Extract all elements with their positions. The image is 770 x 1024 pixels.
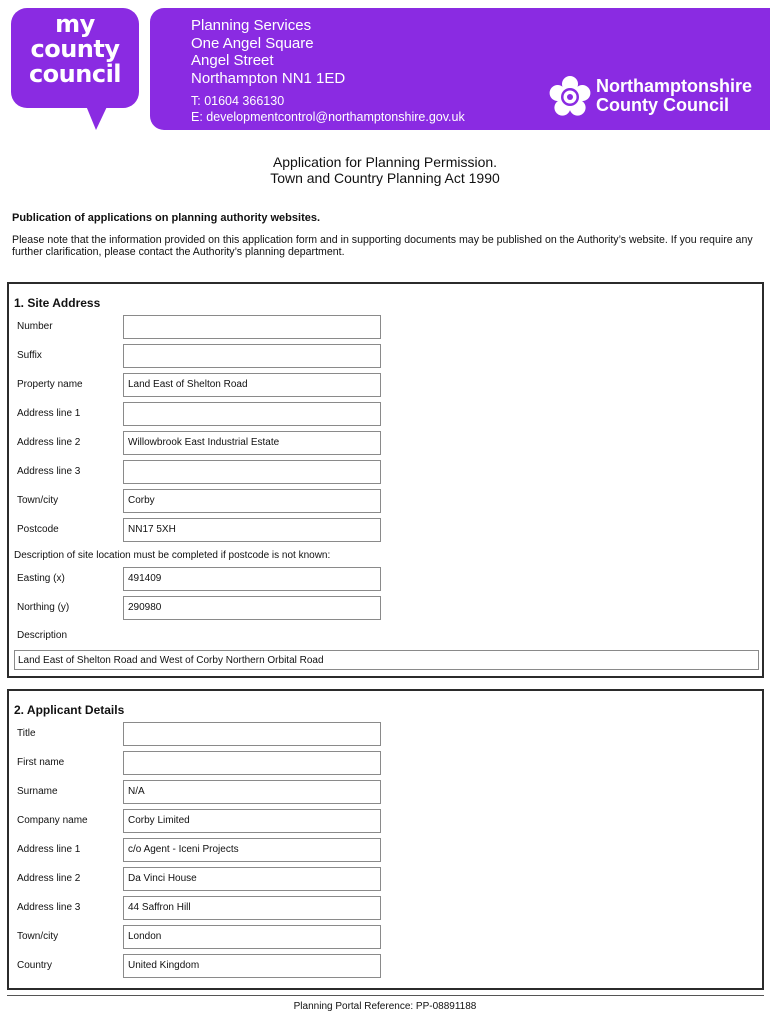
- form-row: [9, 954, 762, 978]
- publication-heading: Publication of applications on planning authority websites.: [12, 212, 321, 224]
- first-name-field[interactable]: [123, 751, 381, 775]
- form-row: [9, 518, 762, 542]
- applicant-details-section: [7, 689, 764, 990]
- suffix-field[interactable]: [123, 344, 381, 368]
- field-label: Surname: [17, 786, 58, 797]
- country-field[interactable]: United Kingdom: [123, 954, 381, 978]
- address-line: Angel Street: [191, 52, 274, 69]
- field-label: Easting (x): [17, 573, 65, 584]
- postal-address: [191, 17, 345, 87]
- number-field[interactable]: [123, 315, 381, 339]
- portal-reference: Planning Portal Reference: PP-08891188: [293, 1001, 477, 1012]
- address-line-1-field[interactable]: [123, 402, 381, 426]
- address-line: One Angel Square: [191, 34, 314, 52]
- description-field[interactable]: Land East of Shelton Road and West of Corby Northern Orbital Road: [14, 650, 759, 670]
- contact-details: [191, 94, 465, 125]
- form-row: [9, 402, 762, 426]
- form-row: [9, 460, 762, 484]
- logo-line: county: [30, 35, 120, 63]
- field-label: Northing (y): [17, 602, 70, 613]
- description-label: Description: [17, 630, 68, 641]
- surname-field[interactable]: N/A: [123, 780, 381, 804]
- address-line: Northampton NN1 1ED: [191, 69, 346, 87]
- address-line: Planning Services: [191, 17, 312, 34]
- form-row: [9, 489, 762, 513]
- form-row: [9, 867, 762, 891]
- easting-field[interactable]: 491409: [123, 567, 381, 591]
- section-title: 2. Applicant Details: [14, 703, 125, 717]
- field-label: Country: [17, 960, 53, 971]
- field-label: Town/city: [17, 495, 59, 506]
- section-title: 1. Site Address: [14, 296, 101, 310]
- title-field[interactable]: [123, 722, 381, 746]
- address-line-2-field[interactable]: Willowbrook East Industrial Estate: [123, 431, 381, 455]
- property-name-field[interactable]: Land East of Shelton Road: [123, 373, 381, 397]
- address-line-1-field[interactable]: c/o Agent - Iceni Projects: [123, 838, 381, 862]
- publication-note: Please note that the information provided on this application form and in supporting documents may be published on the Authority’s website. If you require any further clarification, please contact the Authority’s planning department.: [12, 234, 753, 258]
- form-row: [9, 722, 762, 746]
- form-row: [9, 373, 762, 397]
- logo-line: council: [28, 60, 122, 88]
- title-line-1: Application for Planning Permission.: [272, 154, 498, 170]
- town-city-field[interactable]: Corby: [123, 489, 381, 513]
- footer-divider: [7, 995, 764, 996]
- field-label: Address line 3: [17, 902, 81, 913]
- rose-emblem-icon: [548, 75, 592, 119]
- logo-line: my: [55, 10, 95, 38]
- telephone: T: 01604 366130: [191, 94, 285, 108]
- address-line-2-field[interactable]: Da Vinci House: [123, 867, 381, 891]
- field-label: Number: [17, 321, 53, 332]
- council-name-line: County Council: [596, 95, 729, 115]
- logo-speech-tail: [82, 96, 112, 130]
- field-label: Town/city: [17, 931, 59, 942]
- site-address-section: [7, 282, 764, 678]
- council-name: [596, 77, 752, 115]
- field-label: Title: [17, 728, 36, 739]
- field-label: Address line 2: [17, 873, 81, 884]
- field-label: Company name: [17, 815, 88, 826]
- location-note: Description of site location must be completed if postcode is not known:: [14, 550, 331, 561]
- form-row: [9, 925, 762, 949]
- title-line-2: Town and Country Planning Act 1990: [270, 170, 500, 186]
- form-row: [9, 596, 762, 620]
- field-label: Address line 2: [17, 437, 81, 448]
- field-label: Suffix: [17, 350, 42, 361]
- form-row: [9, 809, 762, 833]
- northing-field[interactable]: 290980: [123, 596, 381, 620]
- company-name-field[interactable]: Corby Limited: [123, 809, 381, 833]
- logo-text: [11, 12, 139, 87]
- form-row: [9, 431, 762, 455]
- header-banner: [150, 8, 770, 130]
- postcode-field[interactable]: NN17 5XH: [123, 518, 381, 542]
- field-label: Property name: [17, 379, 83, 390]
- address-line-3-field[interactable]: 44 Saffron Hill: [123, 896, 381, 920]
- form-row: [9, 567, 762, 591]
- field-label: Address line 3: [17, 466, 81, 477]
- form-row: [9, 838, 762, 862]
- form-row: [9, 344, 762, 368]
- field-label: Address line 1: [17, 844, 81, 855]
- document-title: [0, 154, 770, 186]
- form-row: [9, 315, 762, 339]
- form-row: [9, 780, 762, 804]
- field-label: Postcode: [17, 524, 59, 535]
- form-row: [9, 896, 762, 920]
- address-line-3-field[interactable]: [123, 460, 381, 484]
- council-name-line: Northamptonshire: [596, 76, 753, 96]
- field-label: Address line 1: [17, 408, 81, 419]
- email: E: developmentcontrol@northamptonshire.gov.uk: [191, 109, 465, 124]
- town-city-field[interactable]: London: [123, 925, 381, 949]
- field-label: First name: [17, 757, 65, 768]
- form-row: [9, 751, 762, 775]
